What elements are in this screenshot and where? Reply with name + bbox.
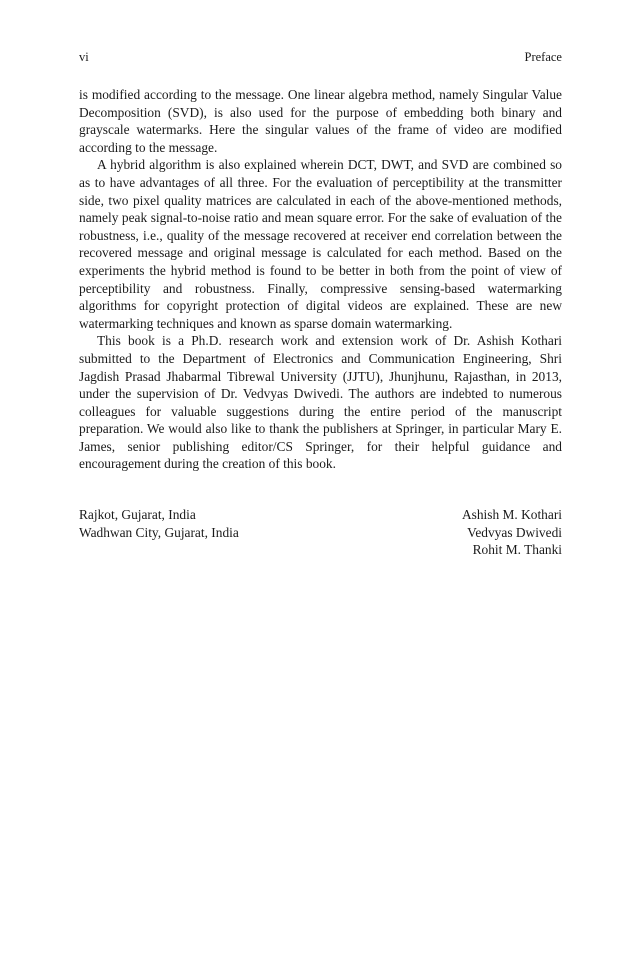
signoff-places — [79, 506, 239, 559]
running-head — [79, 49, 562, 65]
page-number: vi — [79, 50, 89, 64]
place-line: Rajkot, Gujarat, India — [79, 507, 196, 522]
place-line: Wadhwan City, Gujarat, India — [79, 524, 239, 540]
signoff — [79, 506, 562, 559]
author-name: Vedvyas Dwivedi — [467, 524, 562, 540]
section-title: Preface — [524, 50, 562, 64]
author-name: Rohit M. Thanki — [472, 542, 562, 558]
preface-body — [79, 86, 562, 473]
paragraph-continued: is modified according to the message. One linear algebra method, namely Singular Value Decomposition (SVD), is also used for the purpose of embedding both binary and grayscale watermarks. Here the singular values of the frame of video are modified according to the message. — [79, 87, 562, 155]
paragraph-hybrid-algorithm: A hybrid algorithm is also explained wherein DCT, DWT, and SVD are combined so as to have advantages of all three. For the evaluation of perceptibility at the transmitter side, two pixel quality matrices are calculated in each of the above-mentioned methods, namely peak signal-to-noise ratio and mean square error. For the sake of evaluation of the robustness, i.e., quality of the message recovered at receiver end correlation between the recovered message and original message is calculated for each method. Based on the experiments the hybrid method is found to be better in both from the point of view of perceptibility and robustness. Finally, compressive sensing-based watermarking algorithms for copyright protection of digital videos are explained. These are new watermarking techniques and known as sparse domain watermarking. — [79, 157, 562, 331]
signoff-authors — [462, 506, 562, 559]
paragraph-acknowledgements: This book is a Ph.D. research work and extension work of Dr. Ashish Kothari submitted to the Department of Electronics and Communication Engineering, Shri Jagdish Prasad Jhabarmal Tibrewal University (JJTU), Jhunjhunu, Rajasthan, in 2013, under the supervision of Dr. Vedvyas Dwivedi. The authors are indebted to numerous colleagues for valuable suggestions during the entire period of the manuscript preparation. We would also like to thank the publishers at Springer, in particular Mary E. James, senior publishing editor/CS Springer, for their helpful guidance and encouragement during the creation of this book. — [79, 333, 562, 472]
author-name: Ashish M. Kothari — [461, 507, 562, 522]
